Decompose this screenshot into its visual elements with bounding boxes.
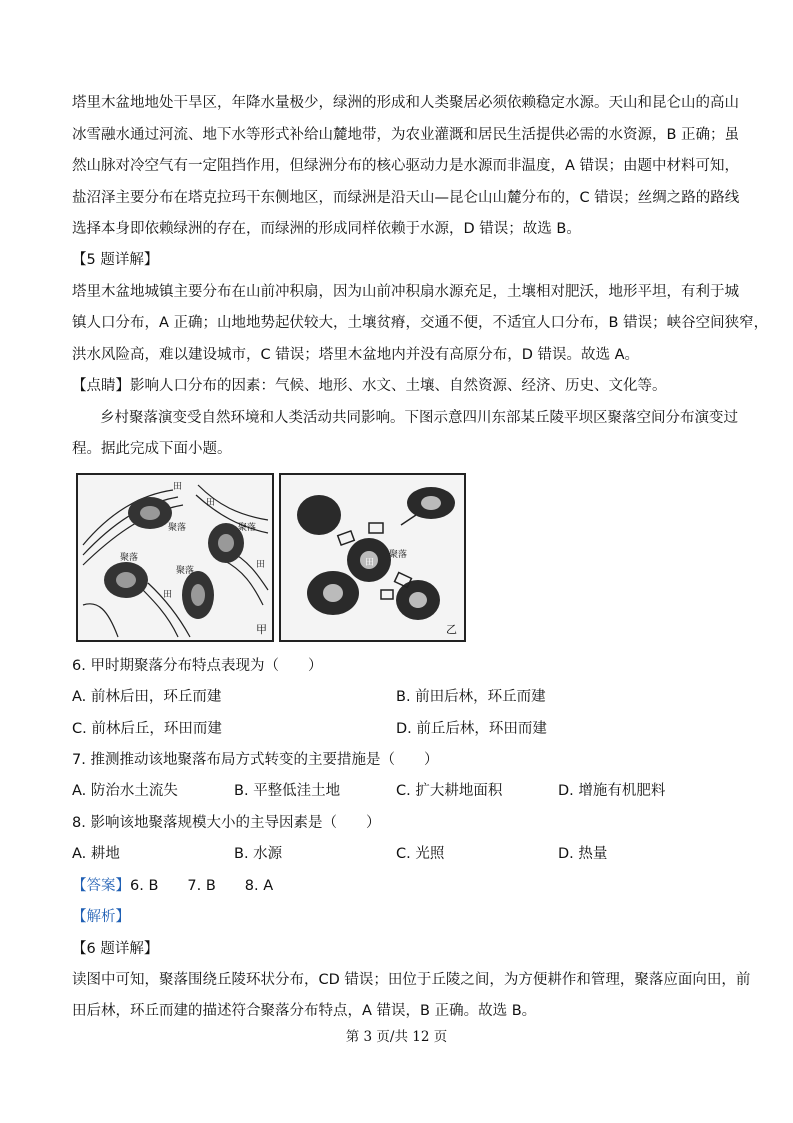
panel-label-yi: 乙 [446, 623, 457, 636]
text-line: 选择本身即依赖绿洲的存在，而绿洲的形成同样依赖于水源，D 错误；故选 B。 [72, 221, 581, 237]
text-line: 田后林，环丘而建的描述符合聚落分布特点，A 错误，B 正确。故选 B。 [72, 1003, 537, 1019]
figure-panel-jia [76, 473, 274, 642]
settlement-label: 聚落 [389, 550, 408, 560]
q7-option-b: B. 平整低洼土地 [234, 783, 341, 799]
analysis-label: 【解析】 [72, 909, 130, 925]
answer-text: 6. B 7. B 8. A [130, 878, 274, 894]
settlement-label: 聚落 [120, 553, 139, 563]
field-label: 田 [365, 558, 375, 568]
field-label: 田 [206, 498, 216, 508]
q6-option-b: B. 前田后林，环丘而建 [396, 689, 546, 705]
key-point [72, 376, 667, 396]
q6-stem: 6. 甲时期聚落分布特点表现为（ ） [72, 658, 323, 674]
text-line: 读图中可知，聚落围绕丘陵环状分布，CD 错误；田位于丘陵之间，为方便耕作和管理，聚落应面向田，前 [72, 972, 751, 988]
q8-option-b: B. 水源 [234, 846, 283, 862]
settlement-map-jia [78, 475, 272, 640]
text-line: 塔里木盆地城镇主要分布在山前冲积扇，因为山前冲积扇水源充足，土壤相对肥沃，地形平坦，有利于城 [72, 284, 739, 300]
figure-panel-yi [279, 473, 466, 642]
q8-option-a: A. 耕地 [72, 846, 120, 862]
q6-header: 【6 题详解】 [72, 941, 159, 957]
intro-line: 乡村聚落演变受自然环境和人类活动共同影响。下图示意四川东部某丘陵平坝区聚落空间分布演变过 [100, 410, 738, 426]
settlement-map-yi [281, 475, 464, 640]
text-line: 塔里木盆地地处干旱区，年降水量极少，绿洲的形成和人类聚居必须依赖稳定水源。天山和昆仑山的高山 [72, 95, 739, 111]
settlement-label: 聚落 [176, 566, 195, 576]
key-point-label: 【点睛】 [72, 378, 130, 394]
key-point-text: 影响人口分布的因素：气候、地形、水文、土壤、自然资源、经济、历史、文化等。 [130, 378, 667, 394]
q6-option-c: C. 前林后丘，环田而建 [72, 721, 222, 737]
text-line: 洪水风险高，难以建设城市，C 错误；塔里木盆地内并没有高原分布，D 错误。故选 A。 [72, 347, 640, 363]
q7-stem: 7. 推测推动该地聚落布局方式转变的主要措施是（ ） [72, 752, 439, 768]
text-line: 盐沼泽主要分布在塔克拉玛干东侧地区，而绿洲是沿天山—昆仑山山麓分布的，C 错误；丝绸之路的路线 [72, 190, 740, 206]
q6-option-d: D. 前丘后林，环田而建 [396, 721, 547, 737]
text-line: 冰雪融水通过河流、地下水等形式补给山麓地带，为农业灌溉和居民生活提供必需的水资源，B 正确；虽 [72, 127, 740, 143]
text-line: 然山脉对冷空气有一定阻挡作用，但绿洲分布的核心驱动力是水源而非温度，A 错误；由题中材料可知， [72, 158, 740, 174]
q6-option-a: A. 前林后田，环丘而建 [72, 689, 222, 705]
text-line: 镇人口分布，A 正确；山地地势起伏较大，土壤贫瘠，交通不便，不适宜人口分布，B 错误；峡谷空间狭窄， [72, 315, 769, 331]
q7-option-d: D. 增施有机肥料 [558, 783, 666, 799]
field-label: 田 [163, 590, 173, 600]
q5-header: 【5 题详解】 [72, 252, 159, 268]
q8-option-d: D. 热量 [558, 846, 608, 862]
field-label: 田 [256, 560, 266, 570]
settlement-label: 聚落 [168, 523, 187, 533]
q8-option-c: C. 光照 [396, 846, 445, 862]
answer-label: 【答案】 [72, 878, 130, 894]
settlement-label: 聚落 [238, 523, 257, 533]
answer-line [72, 876, 273, 896]
panel-label-jia: 甲 [256, 623, 267, 636]
q8-stem: 8. 影响该地聚落规模大小的主导因素是（ ） [72, 815, 381, 831]
intro-line: 程。据此完成下面小题。 [72, 441, 232, 457]
field-label: 田 [173, 482, 183, 492]
q7-option-a: A. 防治水土流失 [72, 783, 178, 799]
q7-option-c: C. 扩大耕地面积 [396, 783, 503, 799]
page-footer: 第 3 页/共 12 页 [345, 1029, 448, 1045]
